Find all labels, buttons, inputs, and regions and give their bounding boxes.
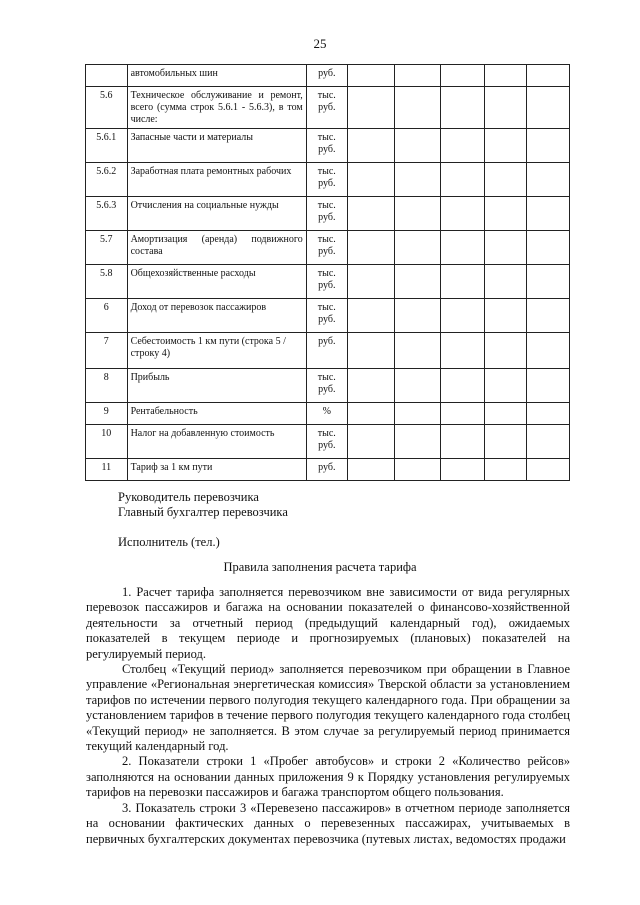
row-unit: руб. bbox=[306, 333, 347, 369]
value-cell bbox=[527, 197, 570, 231]
table-row bbox=[86, 265, 570, 299]
row-unit: тыс. руб. bbox=[306, 163, 347, 197]
value-cell bbox=[484, 299, 527, 333]
value-cell bbox=[441, 403, 484, 425]
row-number: 5.7 bbox=[86, 231, 128, 265]
value-cell bbox=[441, 459, 484, 481]
value-cell bbox=[527, 333, 570, 369]
row-unit: тыс. руб. bbox=[306, 265, 347, 299]
value-cell bbox=[441, 425, 484, 459]
table-row bbox=[86, 459, 570, 481]
value-cell bbox=[527, 87, 570, 129]
row-indicator-name: Налог на добавленную стоимость bbox=[127, 425, 306, 459]
row-indicator-name: Прибыль bbox=[127, 369, 306, 403]
value-cell bbox=[347, 369, 394, 403]
executor-label: Исполнитель (тел.) bbox=[118, 535, 220, 549]
row-number: 11 bbox=[86, 459, 128, 481]
row-indicator-name: Запасные части и материалы bbox=[127, 129, 306, 163]
row-unit: тыс. руб. bbox=[306, 231, 347, 265]
value-cell bbox=[347, 299, 394, 333]
row-number: 5.6.2 bbox=[86, 163, 128, 197]
value-cell bbox=[347, 425, 394, 459]
table-row bbox=[86, 299, 570, 333]
row-unit: тыс. руб. bbox=[306, 299, 347, 333]
value-cell bbox=[527, 129, 570, 163]
value-cell bbox=[484, 369, 527, 403]
row-number: 10 bbox=[86, 425, 128, 459]
value-cell bbox=[395, 369, 441, 403]
value-cell bbox=[484, 459, 527, 481]
rules-text bbox=[86, 585, 570, 847]
value-cell bbox=[484, 265, 527, 299]
table-row bbox=[86, 197, 570, 231]
value-cell bbox=[484, 65, 527, 87]
row-indicator-name: Общехозяйственные расходы bbox=[127, 265, 306, 299]
row-number bbox=[86, 65, 128, 87]
value-cell bbox=[347, 333, 394, 369]
rules-paragraph: 3. Показатель строки 3 «Перевезено пассажиров» в отчетном периоде заполняется на основании фактических данных о перевезенных пассажирах, учитываемых в первичных бухгалтерских документах перевозчика (путевых листах, ведомостях продажи bbox=[86, 800, 570, 846]
value-cell bbox=[347, 129, 394, 163]
table-row bbox=[86, 87, 570, 129]
value-cell bbox=[484, 129, 527, 163]
value-cell bbox=[395, 129, 441, 163]
row-unit: руб. bbox=[306, 65, 347, 87]
value-cell bbox=[347, 231, 394, 265]
row-number: 5.8 bbox=[86, 265, 128, 299]
row-unit: тыс. руб. bbox=[306, 369, 347, 403]
value-cell bbox=[484, 231, 527, 265]
value-cell bbox=[484, 425, 527, 459]
table-row bbox=[86, 65, 570, 87]
table-row bbox=[86, 425, 570, 459]
value-cell bbox=[527, 403, 570, 425]
row-number: 5.6.3 bbox=[86, 197, 128, 231]
row-unit: руб. bbox=[306, 459, 347, 481]
row-number: 6 bbox=[86, 299, 128, 333]
value-cell bbox=[441, 231, 484, 265]
value-cell bbox=[527, 231, 570, 265]
row-unit: % bbox=[306, 403, 347, 425]
row-indicator-name: автомобильных шин bbox=[127, 65, 306, 87]
row-indicator-name: Рентабельность bbox=[127, 403, 306, 425]
value-cell bbox=[441, 333, 484, 369]
value-cell bbox=[347, 163, 394, 197]
value-cell bbox=[484, 403, 527, 425]
value-cell bbox=[441, 87, 484, 129]
value-cell bbox=[527, 65, 570, 87]
rules-paragraph: 1. Расчет тарифа заполняется перевозчиком вне зависимости от вида регулярных перевозок пассажиров и багажа на основании показателей о финансово-хозяйственной деятельности за отчетный период (предыдущий календарный год), ожидаемых показателей в текущем периоде и прогнозируемых (плановых) показателей на регулируемый период. bbox=[86, 585, 570, 661]
row-indicator-name: Амортизация (аренда) подвижного состава bbox=[127, 231, 306, 265]
row-unit: тыс. руб. bbox=[306, 425, 347, 459]
value-cell bbox=[441, 265, 484, 299]
row-number: 7 bbox=[86, 333, 128, 369]
value-cell bbox=[395, 459, 441, 481]
row-indicator-name: Себестоимость 1 км пути (строка 5 / строку 4) bbox=[127, 333, 306, 369]
value-cell bbox=[484, 333, 527, 369]
value-cell bbox=[527, 369, 570, 403]
value-cell bbox=[347, 197, 394, 231]
row-unit: тыс. руб. bbox=[306, 129, 347, 163]
value-cell bbox=[395, 87, 441, 129]
value-cell bbox=[484, 197, 527, 231]
value-cell bbox=[441, 197, 484, 231]
value-cell bbox=[527, 163, 570, 197]
page-number: 25 bbox=[313, 36, 327, 51]
table-row bbox=[86, 333, 570, 369]
table-row bbox=[86, 403, 570, 425]
row-number: 8 bbox=[86, 369, 128, 403]
value-cell bbox=[484, 87, 527, 129]
value-cell bbox=[347, 65, 394, 87]
row-indicator-name: Доход от перевозок пассажиров bbox=[127, 299, 306, 333]
table-row bbox=[86, 163, 570, 197]
value-cell bbox=[441, 65, 484, 87]
value-cell bbox=[347, 403, 394, 425]
value-cell bbox=[395, 333, 441, 369]
value-cell bbox=[527, 265, 570, 299]
value-cell bbox=[484, 163, 527, 197]
value-cell bbox=[395, 299, 441, 333]
value-cell bbox=[347, 459, 394, 481]
table-row bbox=[86, 129, 570, 163]
value-cell bbox=[527, 425, 570, 459]
rules-title: Правила заполнения расчета тарифа bbox=[223, 560, 417, 574]
row-unit: тыс. руб. bbox=[306, 197, 347, 231]
rules-paragraph: 2. Показатели строки 1 «Пробег автобусов» и строки 2 «Количество рейсов» заполняются на основании данных приложения 9 к Порядку установления регулируемых тарифов на перевозки пассажиров и багажа транспортом общего пользования. bbox=[86, 754, 570, 800]
value-cell bbox=[441, 163, 484, 197]
row-indicator-name: Заработная плата ремонтных рабочих bbox=[127, 163, 306, 197]
value-cell bbox=[441, 369, 484, 403]
row-number: 9 bbox=[86, 403, 128, 425]
value-cell bbox=[347, 265, 394, 299]
value-cell bbox=[395, 403, 441, 425]
value-cell bbox=[395, 197, 441, 231]
value-cell bbox=[395, 163, 441, 197]
value-cell bbox=[441, 299, 484, 333]
row-unit: тыс. руб. bbox=[306, 87, 347, 129]
value-cell bbox=[395, 425, 441, 459]
value-cell bbox=[395, 265, 441, 299]
row-indicator-name: Техническое обслуживание и ремонт, всего (сумма строк 5.6.1 - 5.6.3), в том числе: bbox=[127, 87, 306, 129]
row-indicator-name: Тариф за 1 км пути bbox=[127, 459, 306, 481]
table-row bbox=[86, 369, 570, 403]
value-cell bbox=[441, 129, 484, 163]
row-number: 5.6 bbox=[86, 87, 128, 129]
row-indicator-name: Отчисления на социальные нужды bbox=[127, 197, 306, 231]
tariff-table bbox=[85, 64, 570, 481]
value-cell bbox=[395, 65, 441, 87]
accountant-signature-label: Главный бухгалтер перевозчика bbox=[118, 505, 288, 519]
value-cell bbox=[347, 87, 394, 129]
row-number: 5.6.1 bbox=[86, 129, 128, 163]
head-signature-label: Руководитель перевозчика bbox=[118, 490, 259, 504]
value-cell bbox=[527, 459, 570, 481]
signatures-block bbox=[118, 490, 288, 520]
value-cell bbox=[527, 299, 570, 333]
table-row bbox=[86, 231, 570, 265]
value-cell bbox=[395, 231, 441, 265]
rules-paragraph: Столбец «Текущий период» заполняется перевозчиком при обращении в Главное управление «Региональная энергетическая комиссия» Тверской области за установлением тарифов по истечении первого полугодия текущего календарного года. При обращении за установлением тарифов в течение первого полугодия текущего календарного года столбец «Текущий период» не заполняется. В этом случае за регулируемый период принимается текущий календарный год. bbox=[86, 662, 570, 754]
